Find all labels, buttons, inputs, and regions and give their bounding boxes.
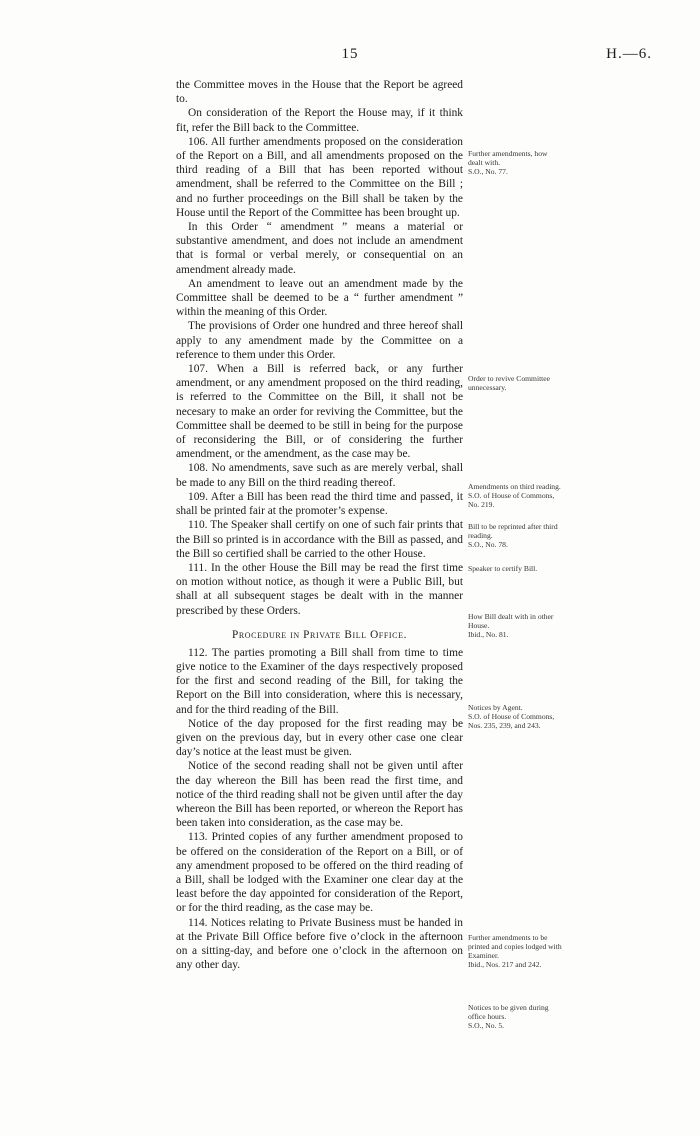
margin-note-ref: Ibid., No. 81. [468, 630, 509, 639]
margin-note-office-hours [468, 1003, 563, 1030]
paragraph-110: 110. The Speaker shall certify on one of such fair prints that the Bill so printed is in accordance with the Bill as passed, and the Bill so certified shall be carried to the other House. [176, 519, 463, 560]
page-reference: H.—6. [606, 46, 652, 62]
paragraph-113: 113. Printed copies of any further amendment proposed to be offered on the consideration of the Report on a Bill, or of any amendment proposed to be offered on the third reading of a Bill, shall be lodged with the Examiner one clear day at the least before the day appointed for consideration of the Report, or for the third reading, as the case may be. [176, 831, 463, 915]
paragraph-106: 106. All further amendments proposed on the consideration of the Report on a Bill, and all amendments proposed on the third reading of a Bill that has been reported without amendment, shall be referred to the Committee on the Bill ; and no further proceedings on the Bill shall be taken by the House until the Report of the Committee has been brought up. [176, 135, 463, 219]
margin-note-text: Notices by Agent. [468, 703, 523, 712]
margin-note-ref: S.O., No. 77. [468, 167, 508, 176]
paragraph-continuation: the Committee moves in the House that the Report be agreed to. [176, 79, 463, 106]
margin-note-reprinted [468, 522, 563, 549]
paragraph-112: 112. The parties promoting a Bill shall from time to time give notice to the Examiner of the days respectively proposed for the first and second reading of the Bill, for taking the Report on the Bill into consideration, where this is necessary, and for the third reading of the Bill. [176, 646, 463, 716]
paragraph-114: 114. Notices relating to Private Business must be handed in at the Private Bill Office before five o’clock in the afternoon on a sitting-day, and before one o’clock in the afternoon on any other day. [176, 916, 463, 972]
paragraph-amendment-definition: In this Order “ amendment ” means a material or substantive amendment, and does not include an amendment that is formal or verbal merely, or consequential on an amendment already made. [176, 221, 463, 276]
margin-note-ref: Ibid., Nos. 217 and 242. [468, 960, 542, 969]
margin-note-text: Speaker to certify Bill. [468, 564, 538, 573]
paragraph-111: 111. In the other House the Bill may be read the first time on motion without notice, as though it were a Public Bill, but shall at all subsequent stages be dealt with in the manner prescribed by these Orders. [176, 561, 463, 617]
margin-note-text: Order to revive Committee unnecessary. [468, 374, 551, 392]
margin-note-text: Further amendments, how dealt with. [468, 149, 548, 167]
paragraph-first-reading-notice: Notice of the day proposed for the first reading may be given on the previous day, but in every other case one clear day’s notice at the least must be given. [176, 717, 463, 759]
margin-note-ref: S.O., No. 5. [468, 1021, 505, 1030]
margin-note-notices-agent [468, 703, 563, 730]
paragraph-108: 108. No amendments, save such as are merely verbal, shall be made to any Bill on the third reading thereof. [176, 462, 463, 489]
paragraph-second-reading-notice: Notice of the second reading shall not be given until after the day whereon the Bill has been read the first time, and notice of the third reading shall not be given until after the day whereon the Bill has been reported, or whereon the Report has been taken into consideration, as the case may be. [176, 760, 463, 830]
margin-note-text: Further amendments to be printed and copies lodged with Examiner. [468, 933, 562, 960]
section-heading: Procedure in Private Bill Office. [232, 628, 407, 641]
margin-note-text: Notices to be given during office hours. [468, 1003, 549, 1021]
main-text-column [176, 78, 463, 972]
paragraph-leave-out-amendment: An amendment to leave out an amendment made by the Committee shall be deemed to be a “ further amendment ” within the meaning of this Order. [176, 277, 463, 319]
margin-note-ref: S.O. of House of Commons, No. 219. [468, 491, 555, 509]
margin-note-ref: S.O. of House of Commons, Nos. 235, 239, and 243. [468, 712, 555, 730]
margin-note-text: How Bill dealt with in other House. [468, 612, 554, 630]
margin-note-ref: S.O., No. 78. [468, 540, 508, 549]
margin-note-text: Bill to be reprinted after third reading. [468, 522, 558, 540]
page-number: 15 [341, 46, 359, 62]
margin-note-printed-amendments [468, 933, 563, 969]
margin-note-speaker-certify [468, 564, 563, 573]
margin-note-text: Amendments on third reading. [468, 482, 561, 491]
paragraph-109: 109. After a Bill has been read the third time and passed, it shall be printed fair at the promoter’s expense. [176, 490, 463, 518]
margin-note-third-reading [468, 482, 563, 509]
paragraph-107: 107. When a Bill is referred back, or any further amendment, or any amendment proposed on the third reading, is referred to the Committee on the Bill, it shall not be necesary to make an order for reviving the Committee, but the Committee shall be deemed to be still in being for the purpose of reconsidering the Bill, or of considering the further amendment, or the amendment, as the case may be. [176, 363, 463, 461]
margin-note-further-amendments [468, 149, 563, 176]
paragraph-report-consideration: On consideration of the Report the House may, if it think fit, refer the Bill back to the Committee. [176, 107, 463, 134]
paragraph-provisions: The provisions of Order one hundred and three hereof shall apply to any amendment made by the Committee on a reference to them under this Order. [176, 320, 463, 361]
margin-note-revive-committee [468, 374, 563, 392]
margin-note-other-house [468, 612, 563, 639]
